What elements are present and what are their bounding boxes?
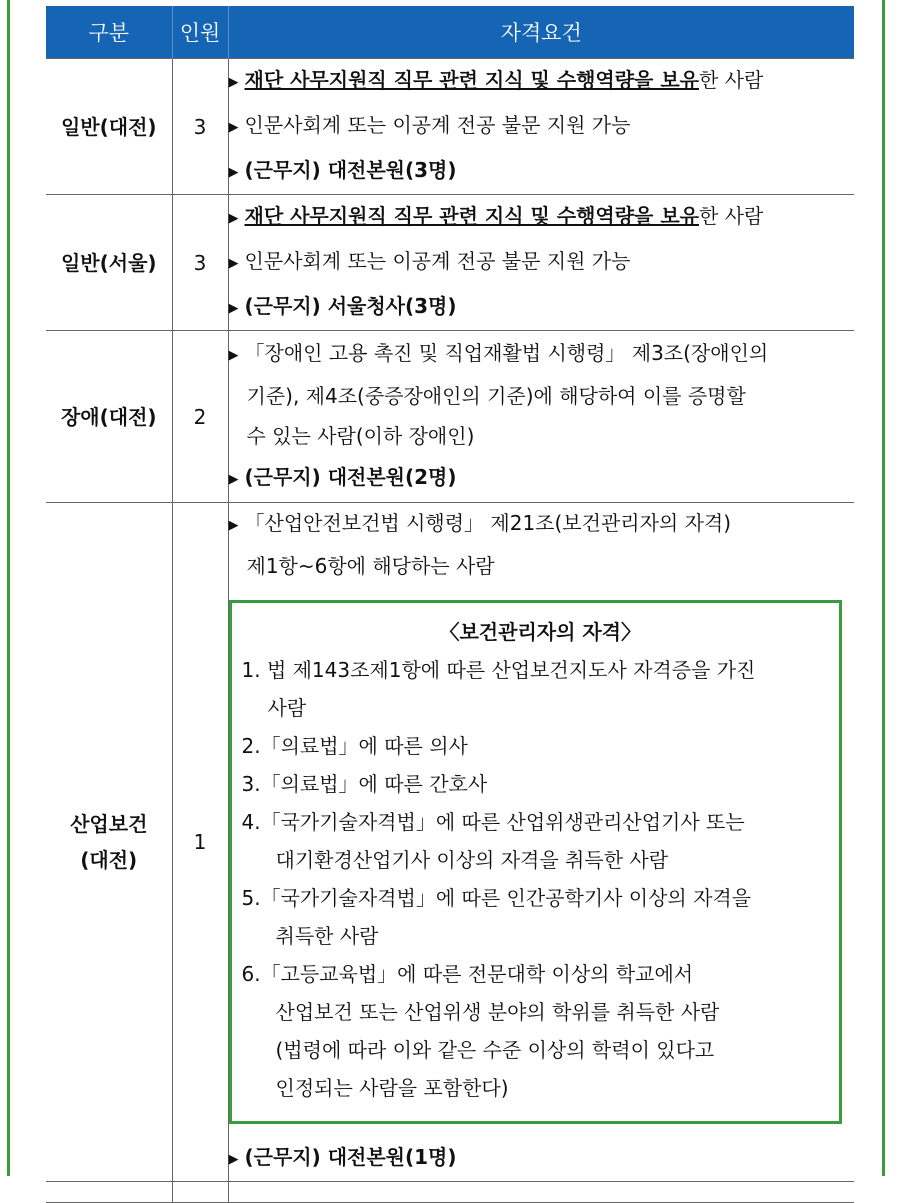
triangle-right-icon: ▶ [228, 301, 239, 316]
triangle-right-icon: ▶ [228, 75, 239, 90]
row-count: 3 [172, 59, 228, 195]
list-item-cont: 대기환경산업기사 이상의 자격을 취득한 사람 [275, 848, 669, 872]
work-location: ▶ (근무지) 대전본원(3명) [229, 149, 855, 194]
requirement-line-cont: 제1항~6항에 해당하는 사람 [246, 554, 495, 578]
work-location: ▶ (근무지) 서울청사(3명) [229, 285, 855, 330]
row-requirements [228, 503, 854, 1182]
row-requirements [228, 59, 854, 195]
list-item: 4.「국가기술자격법」에 따른 산업위생관리산업기사 또는 [241, 810, 745, 834]
row-count: 1 [172, 503, 228, 1182]
list-item-cont: 취득한 사람 [275, 924, 379, 948]
requirement-line: ▶ 인문사회계 또는 이공계 전공 불문 지원 가능 [229, 240, 855, 285]
table-row-partial [46, 1182, 854, 1203]
requirement-line-cont: 기준), 제4조(중증장애인의 기준)에 해당하여 이를 증명할 [246, 383, 746, 408]
box-title: 〈보건관리자의 자격〉 [439, 620, 642, 644]
table-row [46, 59, 854, 195]
qualification-table [46, 6, 854, 1203]
list-item-cont: 사람 [267, 696, 307, 720]
triangle-right-icon: ▶ [228, 1152, 239, 1167]
requirement-line: ▶ 「산업안전보건법 시행령」 제21조(보건관리자의 자격) [229, 503, 855, 546]
triangle-right-icon: ▶ [228, 211, 239, 226]
requirement-line: ▶ 「장애인 고용 촉진 및 직업재활법 시행령」 제3조(장애인의 [229, 333, 855, 376]
triangle-right-icon: ▶ [228, 165, 239, 180]
requirement-line: ▶ 재단 사무지원직 직무 관련 지식 및 수행역량을 보유한 사람 [229, 195, 855, 240]
triangle-right-icon: ▶ [228, 518, 239, 533]
health-manager-qualification-box [229, 600, 843, 1124]
table-row [46, 195, 854, 331]
row-requirements [228, 331, 854, 503]
list-item: 6.「고등교육법」에 따른 전문대학 이상의 학교에서 [241, 962, 694, 986]
triangle-right-icon: ▶ [228, 120, 239, 135]
page-frame-right [882, 0, 900, 1176]
row-category: 일반(대전) [46, 59, 172, 195]
list-item: 2.「의료법」에 따른 의사 [241, 734, 468, 758]
list-item-cont: (법령에 따라 이와 같은 수준 이상의 학력이 있다고 [275, 1038, 715, 1062]
header-category: 구분 [46, 6, 172, 59]
requirement-line: ▶ 인문사회계 또는 이공계 전공 불문 지원 가능 [229, 104, 855, 149]
row-count: 3 [172, 195, 228, 331]
header-count: 인원 [172, 6, 228, 59]
list-item-cont: 인정되는 사람을 포함한다) [275, 1076, 509, 1100]
row-requirements [228, 195, 854, 331]
table-row [46, 503, 854, 1182]
row-category: 일반(서울) [46, 195, 172, 331]
row-category: 장애(대전) [46, 331, 172, 503]
work-location: ▶ (근무지) 대전본원(1명) [229, 1136, 855, 1181]
row-category: 산업보건 (대전) [46, 503, 172, 1182]
requirement-line: ▶ 재단 사무지원직 직무 관련 지식 및 수행역량을 보유한 사람 [229, 59, 855, 104]
work-location: ▶ (근무지) 대전본원(2명) [229, 456, 855, 501]
row-count: 2 [172, 331, 228, 503]
requirement-line-cont: 수 있는 사람(이하 장애인) [246, 423, 475, 448]
table-header-row [46, 6, 854, 59]
list-item-cont: 산업보건 또는 산업위생 분야의 학위를 취득한 사람 [275, 1000, 720, 1024]
list-item: 1. 법 제143조제1항에 따른 산업보건지도사 자격증을 가진 [241, 658, 756, 682]
list-item: 5.「국가기술자격법」에 따른 인간공학기사 이상의 자격을 [241, 886, 752, 910]
triangle-right-icon: ▶ [228, 471, 239, 487]
list-item: 3.「의료법」에 따른 간호사 [241, 772, 488, 796]
table-row [46, 331, 854, 503]
triangle-right-icon: ▶ [228, 256, 239, 271]
triangle-right-icon: ▶ [228, 347, 239, 363]
header-requirements: 자격요건 [228, 6, 854, 59]
page-frame-left [0, 0, 10, 1176]
